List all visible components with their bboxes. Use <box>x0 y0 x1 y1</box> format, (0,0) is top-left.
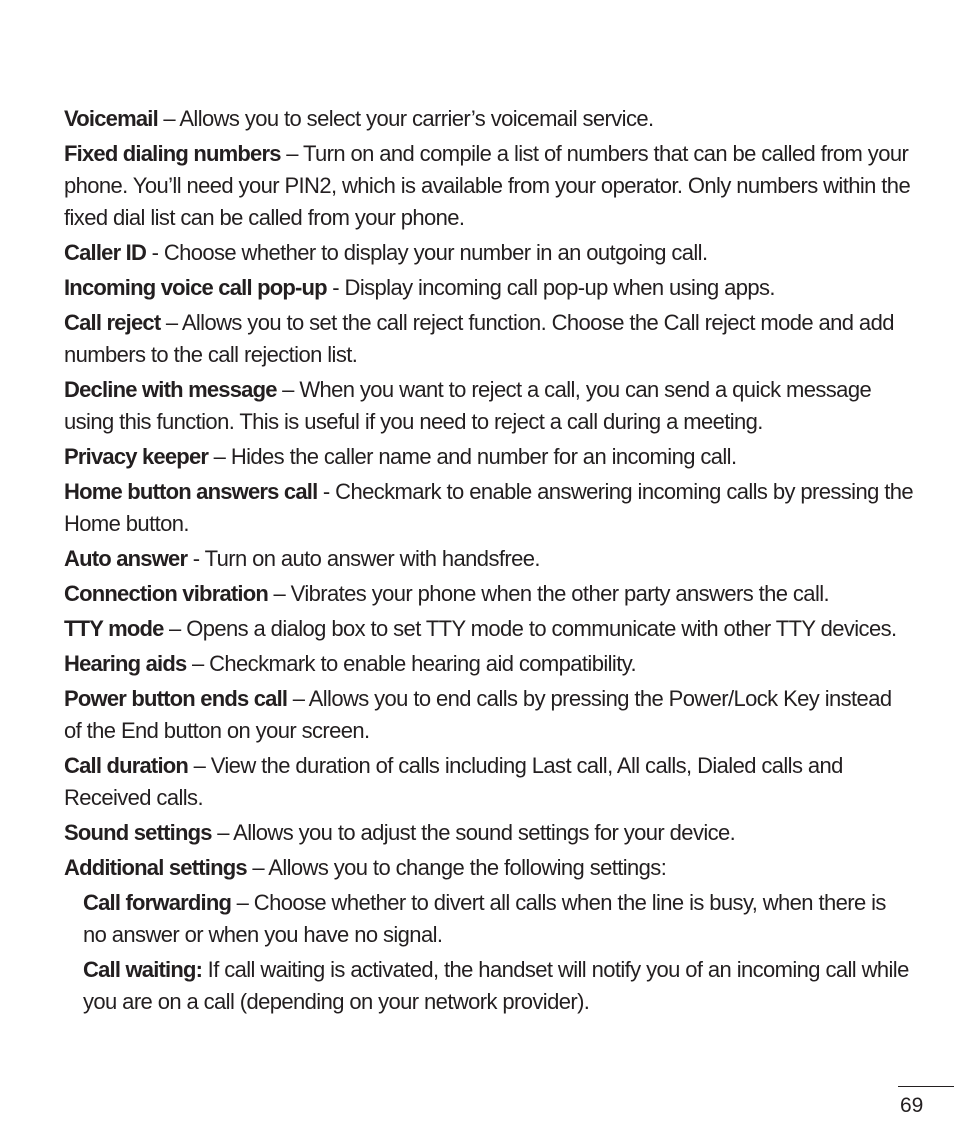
entry-term: Call duration <box>64 753 189 778</box>
entry-description: - Choose whether to display your number in an outgoing call. <box>146 240 708 265</box>
entry-home-button-answers-call <box>64 476 914 540</box>
entry-caller-id <box>64 237 914 269</box>
entry-term: Fixed dialing numbers <box>64 141 281 166</box>
entry-fixed-dialing-numbers <box>64 138 914 234</box>
entry-term: Hearing aids <box>64 651 187 676</box>
entry-description: – Choose whether to divert all calls when the line is busy, when there is no answer or when you have no signal. <box>83 890 886 947</box>
entry-term: Power button ends call <box>64 686 288 711</box>
entry-term: Call waiting: <box>83 957 203 982</box>
entry-sound-settings <box>64 817 914 849</box>
entry-description: If call waiting is activated, the handset will notify you of an incoming call while you are on a call (depending on your network provider). <box>83 957 909 1014</box>
entry-description: – When you want to reject a call, you can send a quick message using this function. This is useful if you need to reject a call during a meeting. <box>64 377 872 434</box>
entry-description: – Allows you to end calls by pressing the Power/Lock Key instead of the End button on your screen. <box>64 686 892 743</box>
entry-connection-vibration <box>64 578 914 610</box>
entry-term: Call forwarding <box>83 890 232 915</box>
entry-description: - Turn on auto answer with handsfree. <box>187 546 540 571</box>
entry-tty-mode <box>64 613 914 645</box>
entry-term: TTY mode <box>64 616 164 641</box>
entry-description: – Checkmark to enable hearing aid compatibility. <box>186 651 637 676</box>
entry-description: – Hides the caller name and number for an incoming call. <box>208 444 737 469</box>
entry-description: – Turn on and compile a list of numbers that can be called from your phone. You’ll need your PIN2, which is available from your operator. Only numbers within the fixed dial list can be called from your phone. <box>64 141 911 230</box>
entry-incoming-voice-call-popup <box>64 272 914 304</box>
entry-term: Additional settings <box>64 855 247 880</box>
entry-term: Call reject <box>64 310 161 335</box>
entry-call-reject <box>64 307 914 371</box>
entry-description: - Display incoming call pop-up when using apps. <box>326 275 775 300</box>
entry-additional-settings <box>64 852 914 884</box>
entry-term: Incoming voice call pop-up <box>64 275 327 300</box>
entry-privacy-keeper <box>64 441 914 473</box>
entry-description: – Allows you to select your carrier’s voicemail service. <box>157 106 654 131</box>
entry-description: – Allows you to set the call reject function. Choose the Call reject mode and add numbers to the call rejection list. <box>64 310 894 367</box>
entry-term: Sound settings <box>64 820 212 845</box>
entry-description: – Vibrates your phone when the other party answers the call. <box>268 581 830 606</box>
entry-term: Auto answer <box>64 546 188 571</box>
entry-term: Voicemail <box>64 106 158 131</box>
entry-auto-answer <box>64 543 914 575</box>
entry-term: Caller ID <box>64 240 147 265</box>
entry-decline-with-message <box>64 374 914 438</box>
entry-description: – Allows you to change the following settings: <box>246 855 667 880</box>
entry-description: – View the duration of calls including Last call, All calls, Dialed calls and Received calls. <box>64 753 843 810</box>
sub-entry-call-waiting <box>83 954 914 1018</box>
settings-description-list <box>64 103 914 1021</box>
entry-term: Privacy keeper <box>64 444 209 469</box>
entry-voicemail <box>64 103 914 135</box>
entry-term: Home button answers call <box>64 479 318 504</box>
entry-description: – Opens a dialog box to set TTY mode to communicate with other TTY devices. <box>163 616 897 641</box>
entry-call-duration <box>64 750 914 814</box>
entry-hearing-aids <box>64 648 914 680</box>
sub-entry-call-forwarding <box>83 887 914 951</box>
entry-term: Connection vibration <box>64 581 269 606</box>
footer-rule <box>898 1086 954 1087</box>
page-number: 69 <box>900 1094 924 1117</box>
entry-power-button-ends-call <box>64 683 914 747</box>
entry-term: Decline with message <box>64 377 277 402</box>
entry-description: – Allows you to adjust the sound settings for your device. <box>211 820 736 845</box>
entry-description: - Checkmark to enable answering incoming calls by pressing the Home button. <box>64 479 914 536</box>
